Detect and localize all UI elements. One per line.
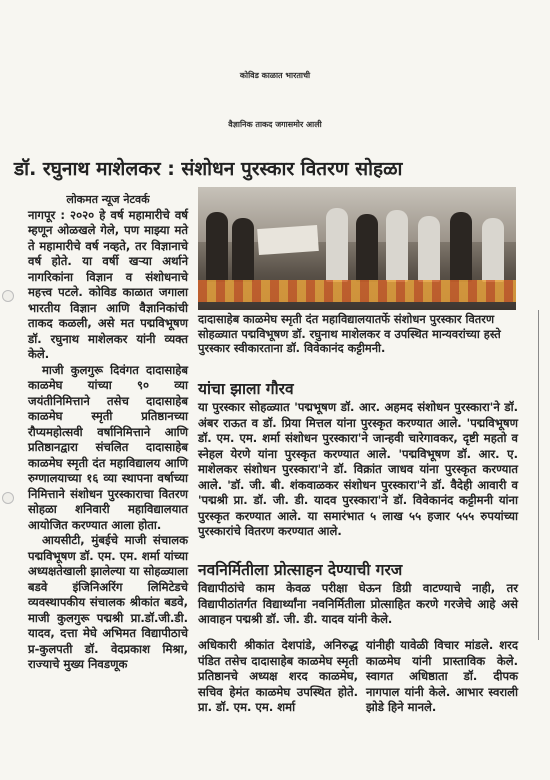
photo-person (386, 210, 408, 282)
left-paragraph-1: नागपूर : २०२० हे वर्ष महामारीचे वर्ष म्हणून ओळखले गेले, पण माझ्या मते ते महामारीचे वर्ष नव्हते, तर विज्ञानाचे वर्ष होते. या वर्षी खऱ्या अर्थाने नागरिकांना विज्ञान व संशोधनाचे महत्त्व पटले. कोविड काळात जगाला भारतीय विज्ञान आणि वैज्ञानिकांची ताकद कळली, असे मत पद्मविभूषण डॉ. रघुनाथ माशेलकर यांनी व्यक्त केले. (28, 207, 188, 361)
bottom-right-column: यांनीही यावेळी विचार मांडले. शरद काळमेघ यांनी प्रास्ताविक केले. स्वागत अधिष्ठाता डॉ. दीपक नागपाल यांनी केले. आभार स्वराली झोडे हिने मानले. (366, 638, 518, 714)
section-body-innovation: विद्यापीठांचे काम केवळ परीक्षा घेऊन डिग्री वाटण्याचे नाही, तर विद्यापीठांतर्गत विद्यार्थ्यांना नवनिर्मितीला प्रोत्साहित करणे गरजेचे आहे असे आवाहन पद्मश्री डॉ. जी. डी. यादव यांनी केले. (198, 581, 518, 626)
photo-person (482, 218, 504, 282)
photo-flower-garland (198, 280, 516, 302)
photo-person (418, 216, 440, 282)
bottom-middle-column: अधिकारी श्रीकांत देशपांडे, अनिरुद्ध पंडित तसेच दादासाहेब काळमेघ स्मृती प्रतिष्ठानचे अध्यक्ष शरद काळमेघ, सचिव हेमंत काळमेघ उपस्थित होते. प्रा. डॉ. एम. एम. शर्मा (198, 638, 358, 714)
section-body-felicitation: या पुरस्कार सोहळ्यात 'पद्मभूषण डॉ. आर. अहमद संशोधन पुरस्कारा'ने डॉ. अंबर राऊत व डॉ. प्रिया मित्तल यांना पुरस्कृत करण्यात आले. 'पद्मविभूषण डॉ. एम. एम. शर्मा संशोधन पुरस्कारा'ने जान्हवी चारेगावकर, दृष्टी महतो व स्नेहल येरणे यांना पुरस्कृत करण्यात आले. 'पद्मविभूषण डॉ. आर. ए. माशेलकर संशोधन पुरस्कारा'ने डॉ. विक्रांत जाधव यांना पुरस्कृत करण्यात आले. 'डॉ. जी. बी. शंकवाळकर संशोधन पुरस्कारा'ने डॉ. वैदेही आवारी व 'पद्मश्री प्रा. डॉ. जी. डी. यादव पुरस्कारा'ने डॉ. विवेकानंद कट्टीमनी यांना पुरस्कृत करण्यात आले. या समारंभात ५ लाख ५५ हजार ५५५ रुपयांच्या पुरस्कारांचे वितरण करण्यात आले. (198, 400, 518, 538)
byline: लोकमत न्यूज नेटवर्क (66, 193, 150, 206)
left-paragraph-2: माजी कुलगुरू दिवंगत दादासाहेब काळमेघ यांच्या ९० व्या जयंतीनिमित्ताने तसेच दादासाहेब काळमेघ स्मृती प्रतिष्ठानच्या रौप्यमहोत्सवी वर्षानिमित्ताने आणि प्रतिष्ठानद्वारा संचलित दादासाहेब काळमेघ स्मृती दंत महाविद्यालय आणि रुग्णालयाच्या १६ व्या स्थापना वर्षाच्या निमित्ताने संशोधन पुरस्काराचा वितरण सोहळा शनिवारी महाविद्यालयात आयोजित करण्यात आला होता. (28, 362, 188, 532)
section-heading-felicitation: यांचा झाला गौरव (198, 380, 294, 398)
binder-hole-mark (2, 492, 14, 504)
section-heading-innovation: नवनिर्मितीला प्रोत्साहन देण्याची गरज (198, 561, 403, 579)
headline-line-2: वैज्ञानिक ताकद जगासमोर आली (228, 120, 322, 129)
subheadline: डॉ. रघुनाथ माशेलकर : संशोधन पुरस्कार वितरण सोहळा (14, 158, 403, 180)
column-divider (538, 310, 539, 640)
headline-line-1: कोविड काळात भारताची (239, 71, 311, 80)
photo-caption: दादासाहेब काळमेघ स्मृती दंत महाविद्यालयातर्फे संशोधन पुरस्कार वितरण सोहळ्यात पद्मविभूषण डॉ. रघुनाथ माशेलकर व उपस्थित मान्यवरांच्या हस्ते पुरस्कार स्वीकारताना डॉ. विवेकानंद कट्टीमनी. (198, 312, 501, 355)
photo-person (450, 212, 472, 282)
photo-person (232, 218, 254, 282)
photo-certificate (257, 225, 319, 255)
left-paragraph-3: आयसीटी, मुंबईचे माजी संचालक पद्मविभूषण डॉ. एम. एम. शर्मा यांच्या अध्यक्षतेखाली झालेल्या या सोहळ्याला बडवे इंजिनिअरिंग लिमिटेडचे व्यवस्थापकीय संचालक श्रीकांत बडवे, माजी कुलगुरू पद्मश्री प्रा.डॉ.जी.डी. यादव, दत्ता मेघे अभिमत विद्यापीठाचे प्र-कुलपती डॉ. वेदप्रकाश मिश्रा, राज्याचे मुख्य निवडणूक (28, 533, 188, 671)
photo-person (206, 212, 228, 282)
binder-hole-mark (2, 290, 14, 302)
left-column (28, 192, 188, 673)
photo-person (356, 214, 378, 282)
photo-person (326, 208, 348, 282)
event-photo (198, 187, 516, 310)
